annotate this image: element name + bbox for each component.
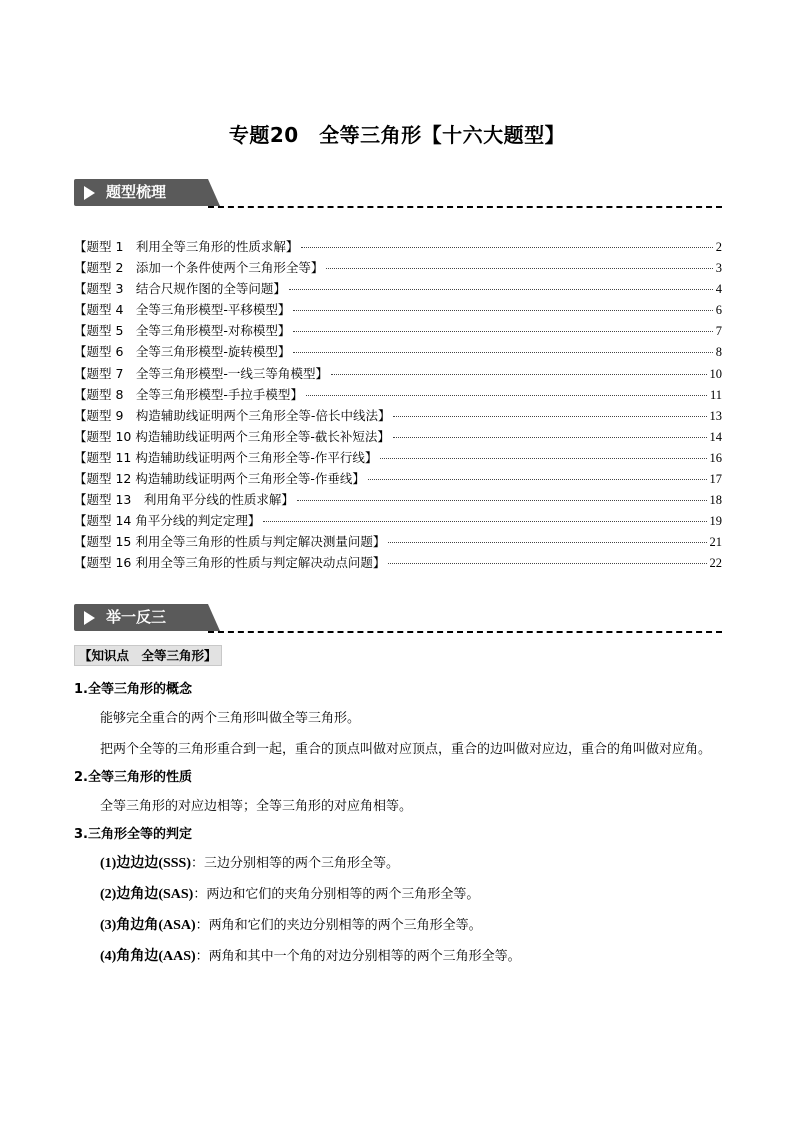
toc-item[interactable] bbox=[74, 490, 722, 511]
toc-item[interactable] bbox=[74, 279, 722, 300]
toc-leader bbox=[293, 331, 712, 332]
play-arrow-icon bbox=[84, 611, 95, 625]
toc-item-page: 10 bbox=[709, 366, 722, 381]
knowledge-content bbox=[74, 674, 722, 972]
toc-leader bbox=[326, 268, 712, 269]
toc-item[interactable] bbox=[74, 342, 722, 363]
toc-leader bbox=[331, 374, 707, 375]
criterion-text: ：三边分别相等的两个三角形全等。 bbox=[191, 856, 400, 871]
toc-item-label: 【题型 6 全等三角形模型-旋转模型】 bbox=[74, 344, 291, 360]
criterion-term: (4)角角边(AAS) bbox=[100, 949, 196, 964]
toc-item[interactable] bbox=[74, 553, 722, 574]
criterion-text: ：两角和它们的夹边分别相等的两个三角形全等。 bbox=[195, 918, 482, 933]
toc-item[interactable] bbox=[74, 385, 722, 406]
toc-item-label: 【题型 4 全等三角形模型-平移模型】 bbox=[74, 302, 291, 318]
toc-item-label: 【题型 7 全等三角形模型-一线三等角模型】 bbox=[74, 365, 328, 381]
toc-item-page: 22 bbox=[709, 556, 722, 571]
toc-item-label: 【题型 14 角平分线的判定定理】 bbox=[74, 513, 261, 529]
section-heading: 2.全等三角形的性质 bbox=[74, 770, 192, 785]
criterion-item bbox=[74, 910, 722, 941]
section-tag-label: 举一反三 bbox=[106, 608, 167, 626]
toc-item-label: 【题型 16 利用全等三角形的性质与判定解决动点问题】 bbox=[74, 555, 386, 571]
toc-item-page: 6 bbox=[715, 303, 722, 318]
toc-item-label: 【题型 1 利用全等三角形的性质求解】 bbox=[74, 239, 299, 254]
section-header-examples bbox=[74, 604, 722, 634]
criterion-item bbox=[74, 941, 722, 972]
toc-item[interactable] bbox=[74, 321, 722, 342]
toc-item-label: 【题型 13 利用角平分线的性质求解】 bbox=[74, 492, 294, 508]
toc-item-page: 2 bbox=[715, 240, 722, 254]
toc-item[interactable] bbox=[74, 511, 722, 532]
toc-leader bbox=[263, 521, 706, 522]
toc-item[interactable] bbox=[74, 532, 722, 553]
toc-leader bbox=[380, 458, 706, 459]
toc-item-label: 【题型 2 添加一个条件使两个三角形全等】 bbox=[74, 260, 324, 276]
toc-leader bbox=[301, 247, 712, 248]
toc-item[interactable] bbox=[74, 448, 722, 469]
toc-item-page: 18 bbox=[709, 493, 722, 508]
toc-leader bbox=[388, 563, 706, 564]
toc-item-label: 【题型 5 全等三角形模型-对称模型】 bbox=[74, 323, 291, 339]
toc-item[interactable] bbox=[74, 469, 722, 490]
criterion-text: ：两角和其中一个角的对边分别相等的两个三角形全等。 bbox=[195, 949, 521, 964]
toc-item[interactable] bbox=[74, 258, 722, 279]
toc-leader bbox=[388, 542, 706, 543]
knowledge-point-label: 【知识点 全等三角形】 bbox=[74, 645, 222, 666]
section-divider bbox=[208, 631, 722, 633]
toc-leader bbox=[293, 352, 712, 353]
toc-leader bbox=[368, 479, 707, 480]
toc-item-page: 4 bbox=[715, 282, 722, 297]
play-arrow-icon bbox=[84, 186, 95, 200]
toc-item-page: 21 bbox=[709, 535, 722, 550]
toc-item-label: 【题型 8 全等三角形模型-手拉手模型】 bbox=[74, 386, 303, 402]
toc-item-page: 7 bbox=[715, 324, 722, 339]
toc-item-label: 【题型 9 构造辅助线证明两个三角形全等-倍长中线法】 bbox=[74, 407, 391, 423]
toc-item-page: 16 bbox=[709, 450, 722, 465]
toc-item[interactable] bbox=[74, 364, 722, 385]
criterion-term: (2)边角边(SAS) bbox=[100, 887, 194, 902]
toc-item-label: 【题型 15 利用全等三角形的性质与判定解决测量问题】 bbox=[74, 534, 386, 550]
toc-leader bbox=[306, 395, 707, 396]
section-heading: 3.三角形全等的判定 bbox=[74, 827, 192, 842]
section-divider bbox=[208, 206, 722, 208]
toc-item[interactable] bbox=[74, 237, 722, 258]
toc-leader bbox=[393, 416, 706, 417]
toc-item[interactable] bbox=[74, 406, 722, 427]
paragraph: 把两个全等的三角形重合到一起，重合的顶点叫做对应顶点，重合的边叫做对应边，重合的角叫做对应角。 bbox=[100, 742, 712, 757]
toc-item-page: 17 bbox=[709, 472, 722, 487]
section-header-types bbox=[74, 179, 722, 209]
toc-item-page: 3 bbox=[715, 261, 722, 276]
toc-item-page: 13 bbox=[709, 408, 722, 423]
page-title: 专题20 全等三角形【十六大题型】 bbox=[228, 123, 566, 147]
paragraph: 全等三角形的对应边相等；全等三角形的对应角相等。 bbox=[100, 799, 413, 814]
criterion-text: ：两边和它们的夹角分别相等的两个三角形全等。 bbox=[193, 887, 480, 902]
criterion-item bbox=[74, 848, 722, 879]
toc-item-label: 【题型 11 构造辅助线证明两个三角形全等-作平行线】 bbox=[74, 449, 378, 465]
toc-item-label: 【题型 12 构造辅助线证明两个三角形全等-作垂线】 bbox=[74, 471, 365, 487]
toc-item-page: 8 bbox=[715, 345, 722, 360]
paragraph: 能够完全重合的两个三角形叫做全等三角形。 bbox=[100, 711, 361, 726]
toc-item-page: 14 bbox=[709, 429, 722, 444]
toc-leader bbox=[393, 437, 707, 438]
toc-item[interactable] bbox=[74, 427, 722, 448]
section-tag bbox=[74, 179, 208, 206]
toc-leader bbox=[293, 310, 712, 311]
criterion-item bbox=[74, 879, 722, 910]
toc-item-page: 19 bbox=[709, 514, 722, 529]
toc-leader bbox=[297, 500, 707, 501]
section-heading: 1.全等三角形的概念 bbox=[74, 682, 192, 697]
section-tag bbox=[74, 604, 208, 631]
criterion-term: (3)角边角(ASA) bbox=[100, 918, 196, 933]
table-of-contents bbox=[74, 237, 722, 575]
toc-item-label: 【题型 10 构造辅助线证明两个三角形全等-截长补短法】 bbox=[74, 428, 390, 444]
section-tag-label: 题型梳理 bbox=[106, 183, 167, 201]
toc-leader bbox=[289, 289, 713, 290]
toc-item-label: 【题型 3 结合尺规作图的全等问题】 bbox=[74, 281, 286, 297]
criterion-term: (1)边边边(SSS) bbox=[100, 856, 192, 871]
toc-item[interactable] bbox=[74, 300, 722, 321]
toc-item-page: 11 bbox=[709, 387, 722, 402]
